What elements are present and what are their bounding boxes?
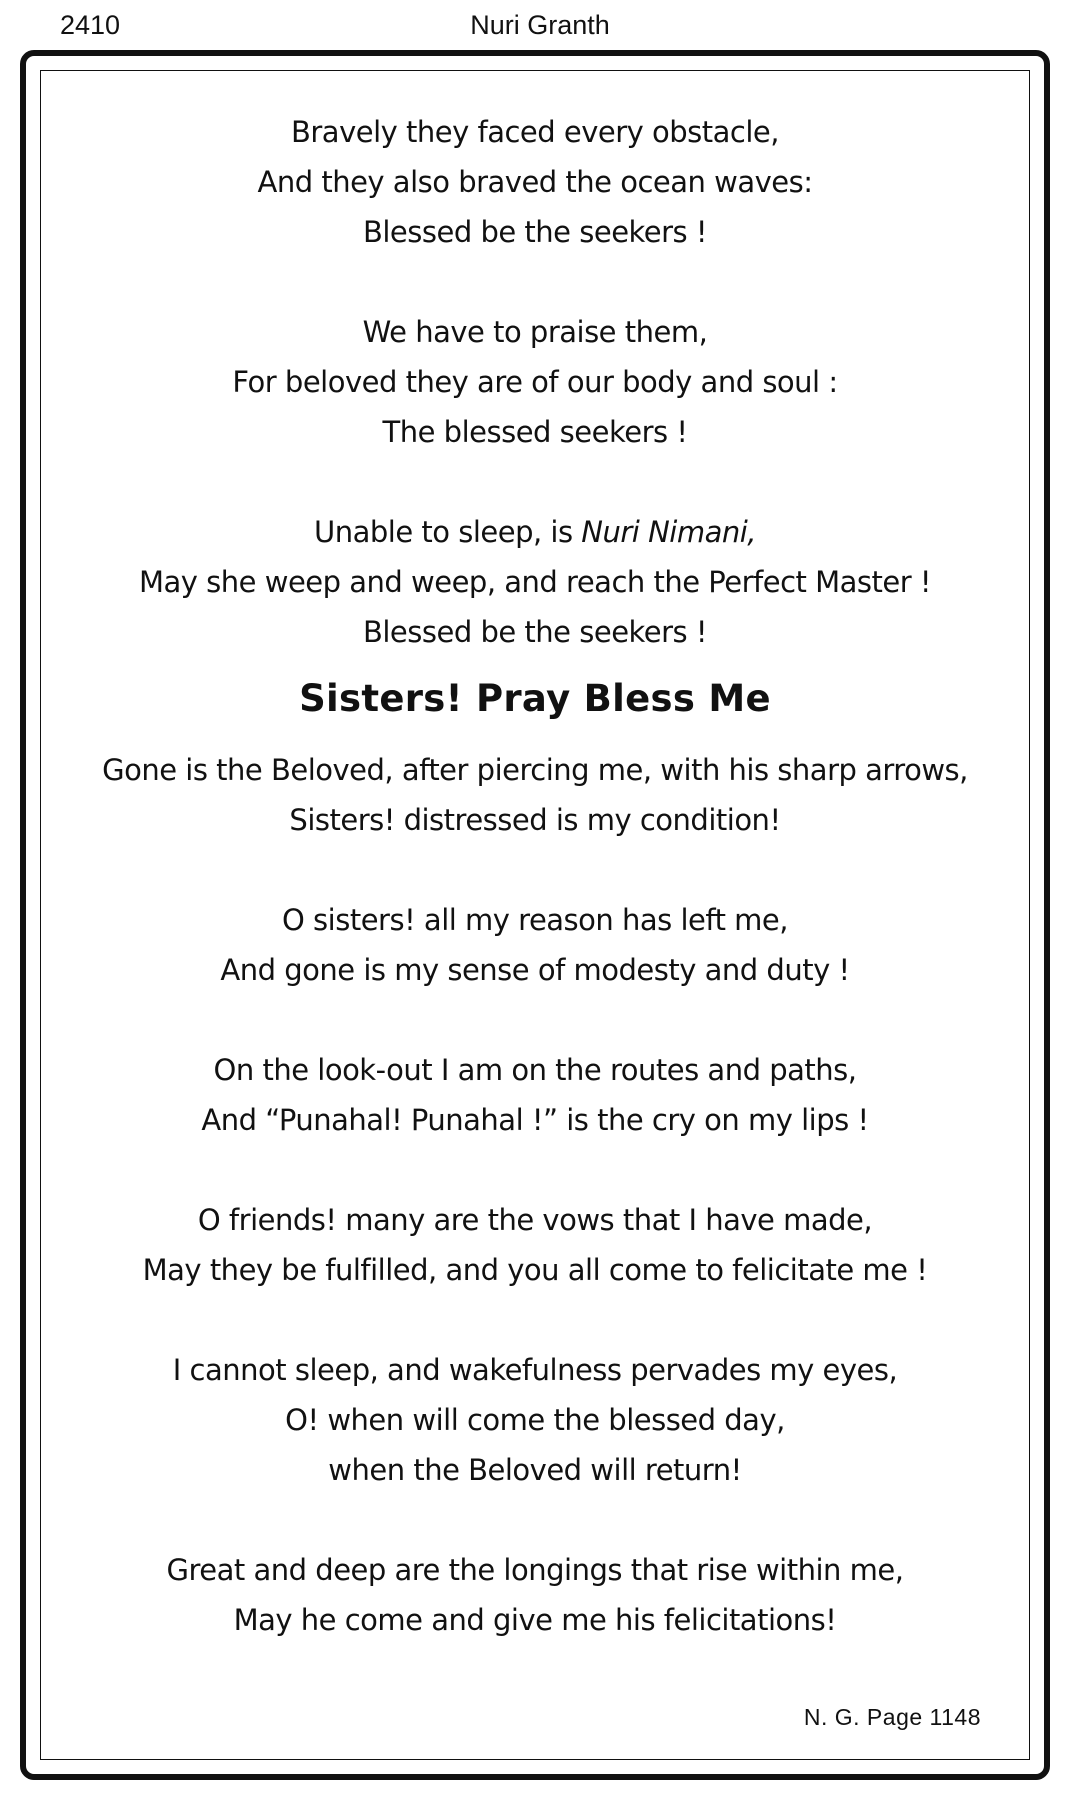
poem-title: Sisters! Pray Bless Me: [299, 677, 771, 720]
page-content: [41, 107, 1029, 1645]
stanza: [41, 307, 1029, 457]
verse-line: May she weep and weep, and reach the Perfect Master !: [139, 565, 931, 599]
verse-line: On the look-out I am on the routes and paths,: [213, 1053, 857, 1087]
stanza: [41, 895, 1029, 995]
stanza: [41, 107, 1029, 257]
inner-page-frame: [40, 70, 1030, 1760]
stanza: [41, 507, 1029, 657]
verse-line: Blessed be the seekers !: [362, 615, 708, 649]
verse-line: Bravely they faced every obstacle,: [290, 115, 779, 149]
page-number: 2410: [60, 10, 121, 40]
verse-line: May they be fulfilled, and you all come to felicitate me !: [142, 1253, 928, 1287]
verse-line: O! when will come the blessed day,: [285, 1403, 785, 1437]
verse-line: Great and deep are the longings that rise within me,: [166, 1553, 904, 1587]
stanza: [41, 1545, 1029, 1645]
stanza: [41, 1045, 1029, 1145]
verse-line: Sisters! distressed is my condition!: [289, 803, 781, 837]
verse-line: We have to praise them,: [362, 315, 708, 349]
poet-name: Nuri Nimani,: [581, 515, 756, 549]
verse-line: [41, 507, 1029, 557]
verse-line: I cannot sleep, and wakefulness pervades my eyes,: [172, 1353, 898, 1387]
verse-line: The blessed seekers !: [382, 415, 688, 449]
verse-line: And gone is my sense of modesty and duty !: [220, 953, 850, 987]
stanza: [41, 1345, 1029, 1495]
stanza: [41, 745, 1029, 845]
verse-line: And “Punahal! Punahal !” is the cry on my lips !: [201, 1103, 869, 1137]
page-reference: N. G. Page 1148: [803, 1704, 981, 1730]
verse-line: Blessed be the seekers !: [362, 215, 708, 249]
verse-line: O sisters! all my reason has left me,: [282, 903, 788, 937]
verse-line: And they also braved the ocean waves:: [257, 165, 813, 199]
verse-text: Unable to sleep, is: [313, 515, 582, 549]
verse-line: O friends! many are the vows that I have made,: [197, 1203, 873, 1237]
running-book-title: Nuri Granth: [470, 10, 610, 40]
verse-line: May he come and give me his felicitations!: [233, 1603, 837, 1637]
stanza: [41, 1195, 1029, 1295]
verse-line: when the Beloved will return!: [328, 1453, 742, 1487]
verse-line: Gone is the Beloved, after piercing me, with his sharp arrows,: [102, 753, 968, 787]
verse-line: For beloved they are of our body and soul :: [232, 365, 838, 399]
outer-page-frame: [20, 50, 1050, 1780]
